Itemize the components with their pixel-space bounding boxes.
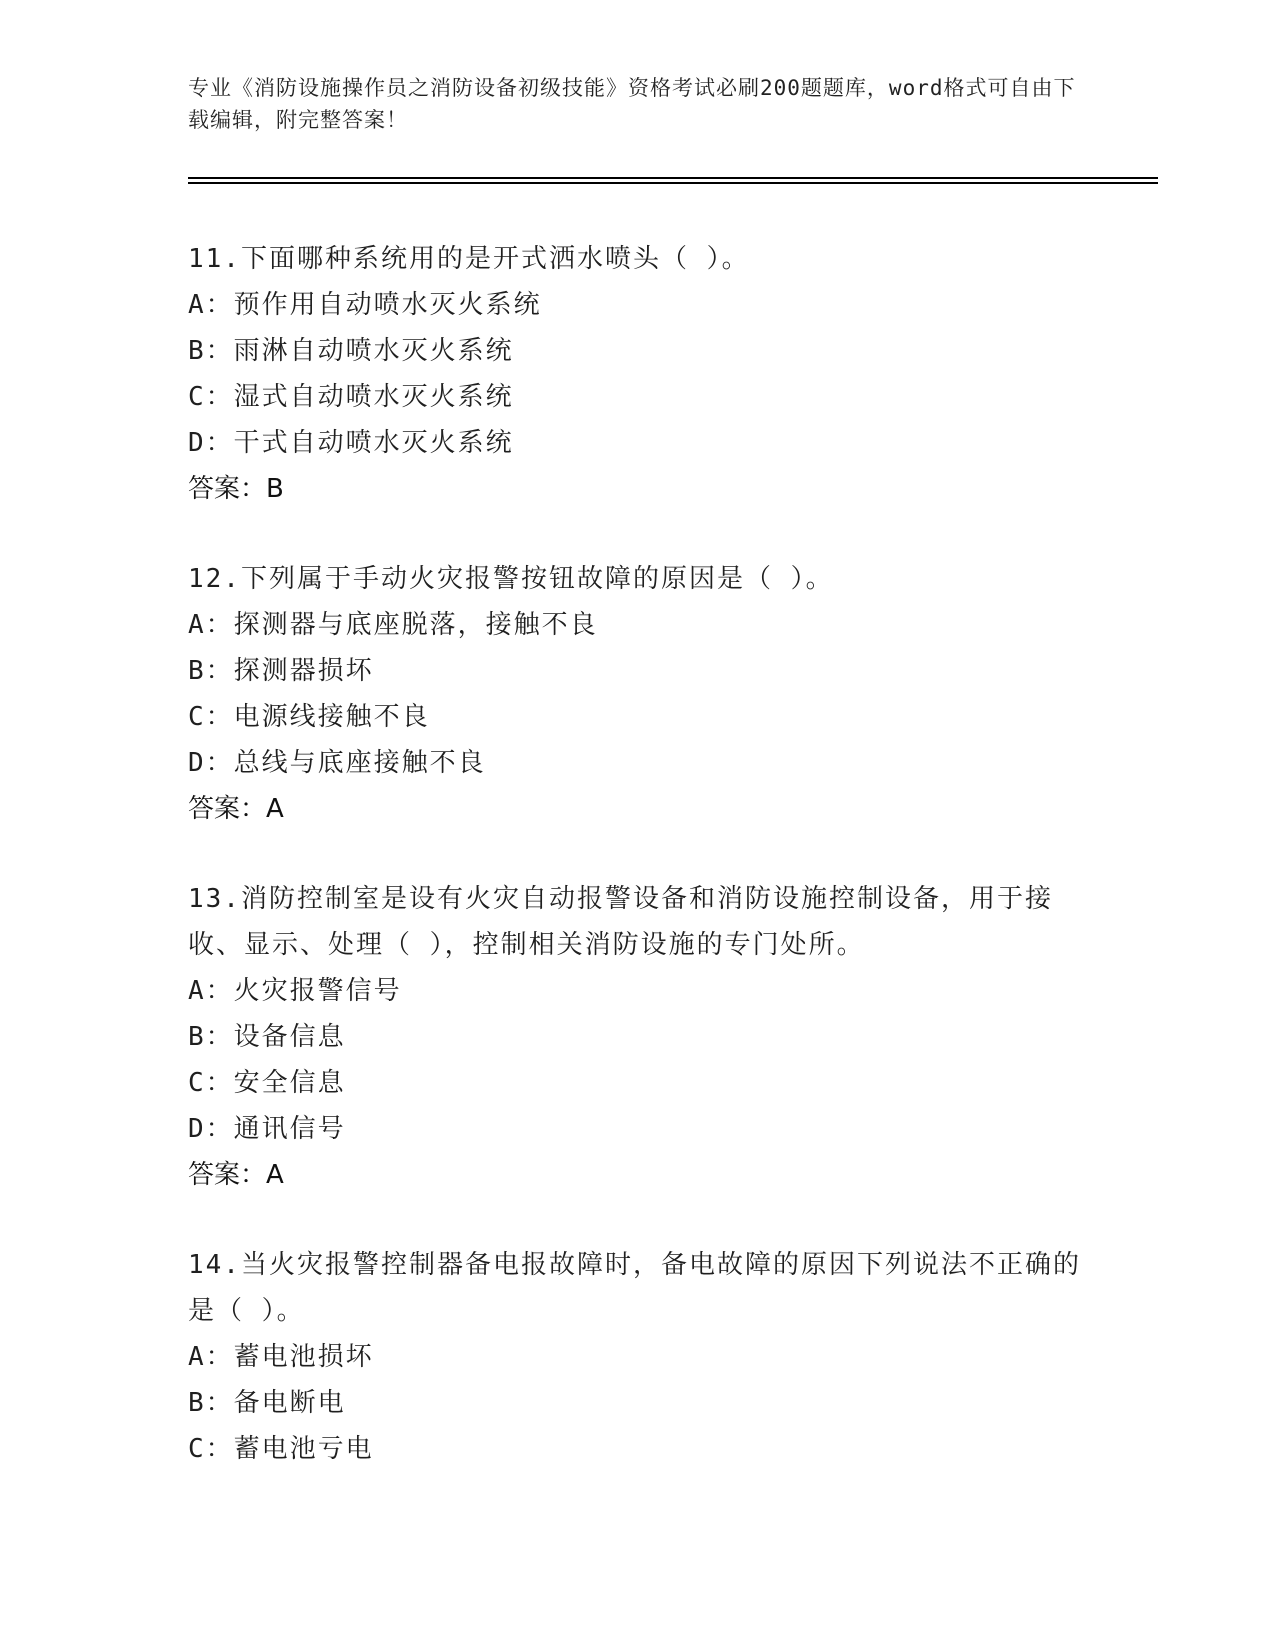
option-c: C：蓄电池亏电: [188, 1434, 374, 1464]
option-a: A：预作用自动喷水灭火系统: [188, 290, 542, 320]
question-stem: 11.下面哪种系统用的是开式洒水喷头（ ）。: [188, 244, 750, 274]
option-d: D：总线与底座接触不良: [188, 748, 486, 778]
option-b: B：备电断电: [188, 1388, 346, 1418]
option-c: C：安全信息: [188, 1068, 346, 1098]
option-b: B：探测器损坏: [188, 656, 374, 686]
option-d: D：干式自动喷水灭火系统: [188, 428, 514, 458]
option-b: B：设备信息: [188, 1022, 346, 1052]
answer: 答案：A: [188, 794, 284, 824]
header-divider-bottom: [188, 182, 1158, 184]
question-stem: 13.消防控制室是设有火灾自动报警设备和消防设施控制设备，用于接收、显示、处理（ ），控制相关消防设施的专门处所。: [188, 884, 1053, 960]
question-12: [188, 556, 1088, 832]
answer: 答案：B: [188, 474, 284, 504]
option-a: A：蓄电池损坏: [188, 1342, 374, 1372]
question-11: [188, 236, 1088, 512]
option-b: B：雨淋自动喷水灭火系统: [188, 336, 514, 366]
header-intro: 专业《消防设施操作员之消防设备初级技能》资格考试必刷200题题库，word格式可自由下载编辑，附完整答案！: [188, 76, 1076, 132]
question-list: [188, 236, 1088, 1516]
header-divider-top: [188, 177, 1158, 179]
option-d: D：通讯信号: [188, 1114, 346, 1144]
option-c: C：电源线接触不良: [188, 702, 430, 732]
question-14: [188, 1242, 1088, 1472]
question-stem: 14.当火灾报警控制器备电报故障时，备电故障的原因下列说法不正确的是（ ）。: [188, 1250, 1081, 1326]
question-stem: 12.下列属于手动火灾报警按钮故障的原因是（ ）。: [188, 564, 834, 594]
question-13: [188, 876, 1088, 1198]
option-a: A：火灾报警信号: [188, 976, 402, 1006]
option-c: C：湿式自动喷水灭火系统: [188, 382, 514, 412]
answer: 答案：A: [188, 1160, 284, 1190]
option-a: A：探测器与底座脱落，接触不良: [188, 610, 598, 640]
